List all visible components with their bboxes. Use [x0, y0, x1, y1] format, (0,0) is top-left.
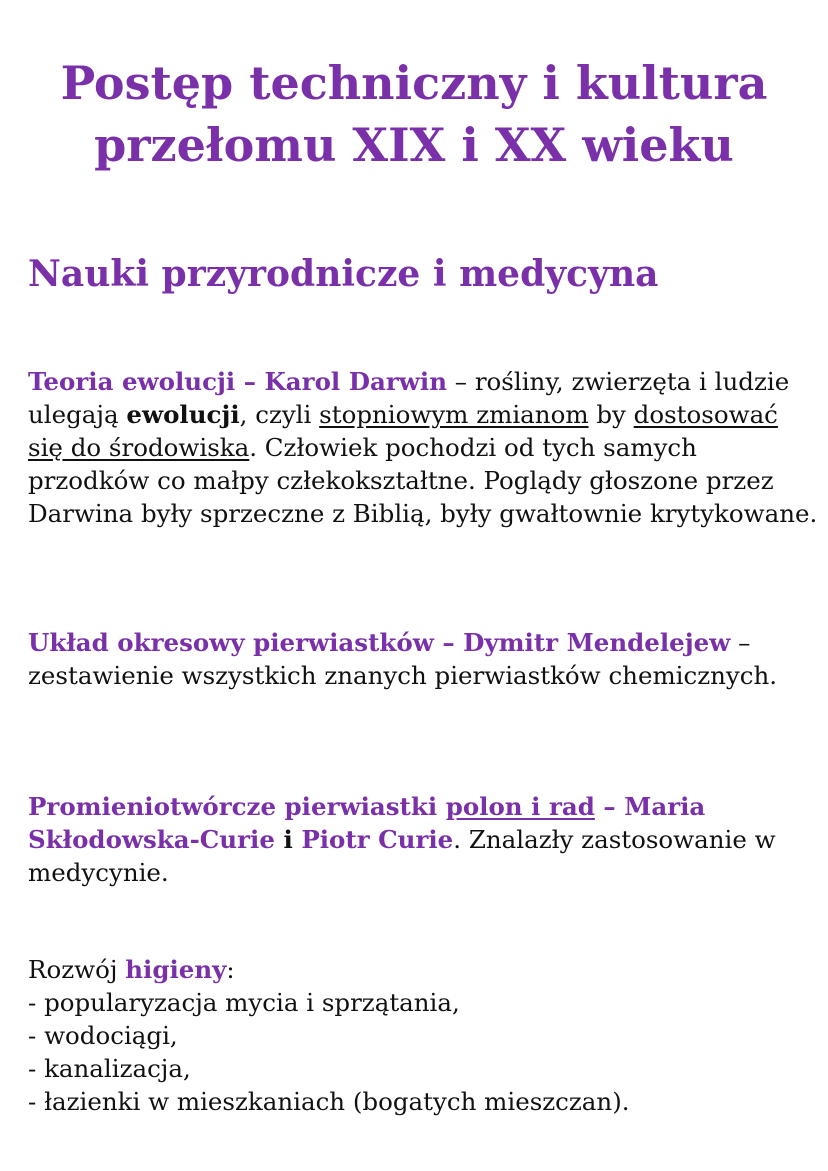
hygiene-colon: :: [226, 955, 235, 984]
list-item: - łazienki w mieszkaniach (bogatych mieszczan).: [28, 1087, 630, 1116]
section-heading: Nauki przyrodnicze i medycyna: [28, 253, 659, 295]
mendeleev-text: – zestawienie wszystkich znanych pierwiastków chemicznych.: [28, 628, 778, 690]
gradual-changes-text: stopniowym zmianom: [319, 400, 589, 429]
curie-term: Promieniotwórcze pierwiastki: [28, 792, 446, 821]
polonium-radium-text: polon i rad: [445, 792, 595, 821]
page-title-line-1: Postęp techniczny i kultura: [60, 56, 768, 110]
mendeleev-paragraph: [28, 626, 818, 692]
hygiene-intro: Rozwój: [28, 955, 126, 984]
pierre-curie-text: Piotr Curie: [301, 825, 454, 854]
page-title-line-2: przełomu XIX i XX wieku: [94, 118, 734, 172]
hygiene-intro-line: [28, 953, 818, 986]
darwin-text-2: , czyli: [239, 400, 320, 429]
hygiene-term: higieny: [125, 955, 227, 984]
darwin-text-3: by: [588, 400, 634, 429]
darwin-term: Teoria ewolucji – Karol Darwin: [28, 367, 448, 396]
list-item: - popularyzacja mycia i sprzątania,: [28, 988, 460, 1017]
darwin-text-4: . Człowiek pochodzi od tych samych przodków co małpy człekokształtne. Poglądy głoszone przez Darwina były sprzeczne z Biblią, były gwałtownie krytykowane.: [28, 433, 818, 528]
curie-and-text: i: [274, 825, 302, 854]
evolution-term: ewolucji: [126, 400, 240, 429]
darwin-paragraph: [28, 365, 818, 530]
adapt-environment-text: dostosować się do środowiska: [28, 400, 778, 462]
hygiene-paragraph: [28, 953, 818, 1118]
darwin-text-1: – rośliny, zwierzęta i ludzie ulegają: [28, 367, 790, 429]
maria-curie-text: – Maria Skłodowska-Curie: [28, 792, 706, 854]
list-item: - wodociągi,: [28, 1021, 178, 1050]
curie-text: . Znalazły zastosowanie w medycynie.: [28, 825, 776, 887]
page-title: [0, 52, 828, 176]
curie-paragraph: [28, 790, 818, 889]
list-item: - kanalizacja,: [28, 1054, 191, 1083]
mendeleev-term: Układ okresowy pierwiastków – Dymitr Mendelejew: [28, 628, 731, 657]
